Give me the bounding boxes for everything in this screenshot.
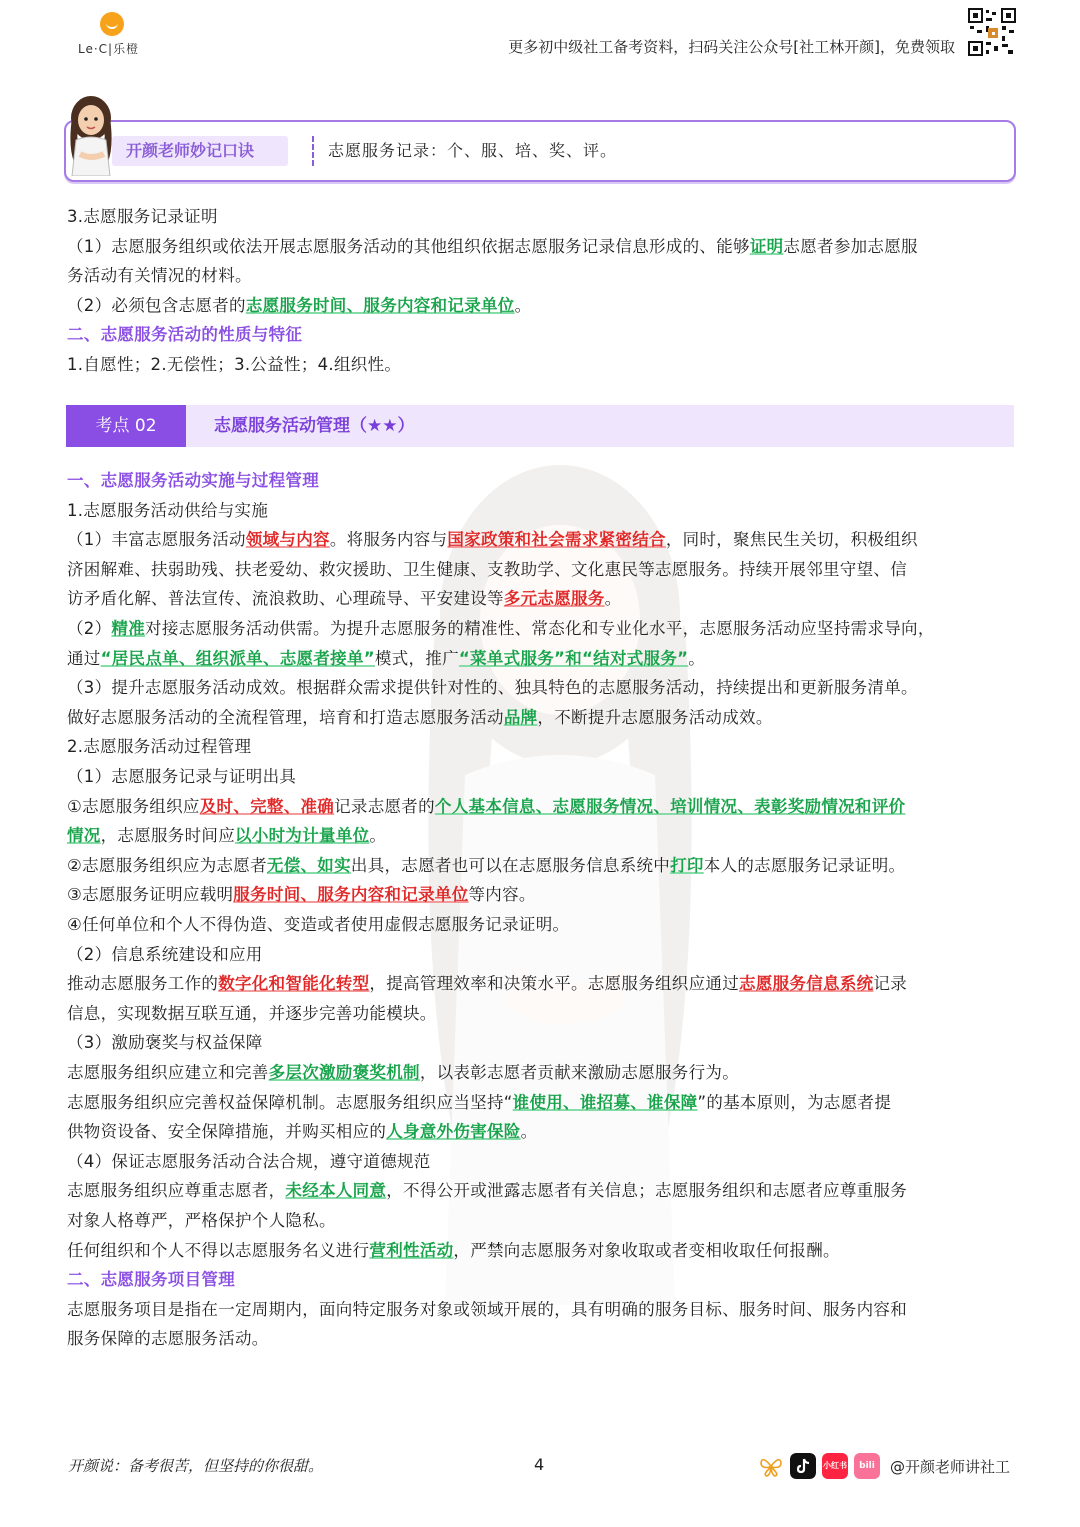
topic-header — [66, 405, 1014, 447]
mnemonic-text: 志愿服务记录：个、服、培、奖、评。 — [312, 136, 617, 166]
social-links — [758, 1452, 1010, 1480]
teacher-avatar — [64, 96, 118, 176]
body-text: ，严禁向志愿服务对象收取或者变相收取任何报酬。 — [453, 1240, 840, 1260]
text-line — [67, 614, 935, 644]
body-text: 1.志愿服务活动供给与实施 — [67, 500, 269, 520]
body-text: ②志愿服务组织应为志愿者 — [67, 855, 267, 875]
text-line — [67, 821, 386, 851]
body-text: ，提高管理效率和决策水平。志愿服务组织应通过 — [369, 974, 740, 994]
highlight-text: 及时、完整、准确 — [199, 796, 335, 816]
body-text: ，志愿服务时间应 — [100, 826, 236, 846]
section-heading: 二、志愿服务项目管理 — [67, 1270, 235, 1290]
body-text: 等内容。 — [468, 885, 536, 905]
highlight-text: 志愿服务时间、服务内容和记录单位 — [245, 295, 515, 315]
body-text: 。 — [520, 1122, 538, 1142]
body-text: 志愿服务组织应建立和完善 — [67, 1063, 269, 1082]
highlight-text: 数字化和智能化转型 — [218, 974, 370, 994]
body-text: 通过 — [67, 648, 101, 668]
body-text: 。 — [369, 826, 387, 846]
highlight-text: 未经本人同意 — [285, 1181, 387, 1201]
text-line — [67, 703, 773, 733]
highlight-text: 谁使用、谁招募、谁保障 — [512, 1092, 698, 1112]
text-line — [67, 999, 437, 1029]
body-text: 出具，志愿者也可以在志愿服务信息系统中 — [350, 855, 671, 875]
highlight-text: 营利性活动 — [369, 1240, 454, 1260]
text-line — [67, 880, 536, 910]
text-line — [67, 673, 918, 703]
body-text: 2.志愿服务活动过程管理 — [67, 737, 252, 757]
mnemonic-label: 开颜老师妙记口诀 — [112, 136, 288, 166]
text-line — [67, 1028, 263, 1058]
body-text: （1）志愿服务组织或依法开展志愿服务活动的其他组织依据志愿服务记录信息形成的、能够 — [67, 236, 750, 256]
text-line — [67, 584, 621, 614]
text-line — [67, 792, 905, 822]
text-line — [67, 969, 907, 999]
text-line — [67, 466, 319, 496]
footer-motto: 开颜说：备考很苦，但坚持的你很甜。 — [68, 1457, 324, 1475]
text-line — [67, 644, 705, 674]
xiaohongshu-icon[interactable]: 小红书 — [822, 1453, 848, 1479]
body-text: 模式，推广 — [374, 648, 459, 668]
qr-code-icon — [968, 8, 1016, 56]
body-text: 务活动有关情况的材料。 — [67, 266, 252, 286]
highlight-text: 服务时间、服务内容和记录单位 — [233, 885, 469, 905]
text-line — [67, 202, 218, 232]
body-text: 对接志愿服务活动供需。为提升志愿服务的精准性、常态化和专业化水平，志愿服务活动应坚持需求导向， — [145, 619, 935, 638]
text-line — [67, 1265, 235, 1295]
text-line — [67, 291, 531, 321]
page-number: 4 — [534, 1455, 545, 1474]
text-line — [67, 1206, 336, 1236]
text-line — [67, 762, 296, 792]
body-text: （3）激励褒奖与权益保障 — [67, 1033, 263, 1053]
text-line — [67, 1088, 891, 1118]
highlight-text: 无偿、如实 — [266, 855, 351, 875]
body-text: ①志愿服务组织应 — [67, 796, 200, 816]
body-text: ④任何单位和个人不得伪造、变造或者使用虚假志愿服务记录证明。 — [67, 915, 570, 934]
body-text: 。 — [514, 295, 532, 315]
body-text: 志愿者参加志愿服 — [783, 236, 918, 256]
body-text: 对象人格尊严，严格保护个人隐私。 — [67, 1211, 336, 1230]
highlight-text: 精准 — [111, 619, 146, 638]
body-text: 供物资设备、安全保障措施，并购买相应的 — [67, 1122, 387, 1142]
logo-icon — [100, 12, 124, 36]
text-line — [67, 232, 918, 262]
text-line — [67, 910, 569, 940]
highlight-text: 多元志愿服务 — [503, 589, 605, 609]
body-text: （2）信息系统建设和应用 — [67, 944, 263, 964]
highlight-text: 多层次激励褒奖机制 — [268, 1063, 420, 1082]
body-text: 记录 — [873, 974, 908, 994]
body-text: ，不断提升志愿服务活动成效。 — [537, 707, 773, 727]
body-text: 任何组织和个人不得以志愿服务名义进行 — [67, 1240, 370, 1260]
body-text: （2）必须包含志愿者的 — [67, 295, 246, 315]
highlight-text: 国家政策和社会需求紧密结合 — [447, 530, 666, 550]
body-text: ，以表彰志愿者贡献来激励志愿服务行为。 — [419, 1063, 740, 1082]
text-line — [67, 1324, 269, 1354]
text-line — [67, 732, 251, 762]
section-heading: 一、志愿服务活动实施与过程管理 — [67, 471, 319, 490]
body-text: ，同时，聚焦民生关切，积极组织 — [665, 530, 918, 550]
highlight-text: 个人基本信息、志愿服务情况、培训情况、表彰奖励情况和评价 — [434, 796, 906, 816]
highlight-text: 品牌 — [503, 707, 538, 727]
body-text: 本人的志愿服务记录证明。 — [703, 855, 906, 875]
text-line — [67, 496, 268, 526]
body-text: 记录志愿者的 — [334, 796, 435, 816]
text-line — [67, 1176, 907, 1206]
highlight-text: 打印 — [670, 855, 704, 875]
highlight-text: 证明 — [749, 236, 784, 256]
body-text: ”的基本原则，为志愿者提 — [697, 1092, 892, 1112]
butterfly-icon[interactable] — [758, 1453, 784, 1479]
social-handle: @开颜老师讲社工 — [890, 1457, 1011, 1476]
text-line — [67, 1147, 431, 1177]
topic-tag: 考点 02 — [66, 405, 186, 447]
body-text: 信息，实现数据互联互通，并逐步完善功能模块。 — [67, 1003, 437, 1023]
header-note: 更多初中级社工备考资料，扫码关注公众号[社工林开颜]，免费领取 — [508, 38, 955, 56]
body-text: ③志愿服务证明应载明 — [67, 885, 234, 905]
body-text: ，不得公开或泄露志愿者有关信息；志愿服务组织和志愿者应尊重服务 — [386, 1181, 908, 1201]
body-text: （1）志愿服务记录与证明出具 — [67, 767, 297, 786]
logo-text: Le·C|乐橙 — [78, 42, 140, 56]
body-text: 1.自愿性；2.无偿性；3.公益性；4.组织性。 — [67, 355, 402, 374]
body-text: 志愿服务项目是指在一定周期内，面向特定服务对象或领域开展的，具有明确的服务目标、服务时间、服务内容和 — [67, 1299, 907, 1319]
text-line — [67, 555, 907, 585]
body-text: 。将服务内容与 — [329, 530, 448, 550]
highlight-text: “居民点单、组织派单、志愿者接单” — [100, 648, 375, 668]
text-line — [67, 1236, 840, 1266]
brand-logo — [78, 12, 158, 58]
bilibili-icon[interactable]: bili — [854, 1453, 880, 1479]
text-line — [67, 1295, 907, 1325]
body-text: 做好志愿服务活动的全流程管理，培育和打造志愿服务活动 — [67, 707, 504, 727]
body-text: （4）保证志愿服务活动合法合规，遵守道德规范 — [67, 1151, 431, 1171]
body-text: 推动志愿服务工作的 — [67, 974, 219, 994]
text-line — [67, 261, 252, 291]
body-text: 。 — [604, 589, 622, 609]
body-text: （1）丰富志愿服务活动 — [67, 530, 246, 550]
text-line — [67, 350, 401, 380]
section-heading: 二、志愿服务活动的性质与特征 — [67, 325, 303, 345]
highlight-text: 志愿服务信息系统 — [739, 974, 874, 994]
text-line — [67, 851, 905, 881]
body-text: 济困解难、扶弱助残、扶老爱幼、救灾援助、卫生健康、支教助学、文化惠民等志愿服务。持续开展邻里守望、信 — [67, 559, 907, 579]
tiktok-icon[interactable] — [790, 1453, 816, 1479]
highlight-text: 人身意外伤害保险 — [386, 1122, 521, 1142]
body-text: 志愿服务组织应完善权益保障机制。志愿服务组织应当坚持“ — [67, 1092, 513, 1112]
body-text: 访矛盾化解、普法宣传、流浪救助、心理疏导、平安建设等 — [67, 589, 504, 609]
highlight-text: 以小时为计量单位 — [235, 826, 370, 846]
body-text: （3）提升志愿服务活动成效。根据群众需求提供针对性的、独具特色的志愿服务活动，持续提出和更新服务清单。 — [67, 678, 918, 698]
text-line — [67, 525, 918, 555]
text-line — [67, 1058, 739, 1088]
body-text: （2） — [67, 619, 112, 638]
highlight-text: 领域与内容 — [245, 530, 330, 550]
mnemonic-box — [64, 120, 1016, 182]
text-line — [67, 940, 263, 970]
body-text: 。 — [688, 648, 706, 668]
highlight-text: “菜单式服务”和“结对式服务” — [458, 648, 689, 668]
body-text: 3.志愿服务记录证明 — [67, 207, 218, 226]
body-text: 志愿服务组织应尊重志愿者， — [67, 1181, 286, 1201]
text-line — [67, 320, 302, 350]
topic-title: 志愿服务活动管理（★★） — [214, 416, 415, 436]
page-header — [0, 0, 1080, 70]
body-text: 服务保障的志愿服务活动。 — [67, 1329, 269, 1349]
highlight-text: 情况 — [67, 826, 101, 846]
text-line — [67, 1117, 537, 1147]
